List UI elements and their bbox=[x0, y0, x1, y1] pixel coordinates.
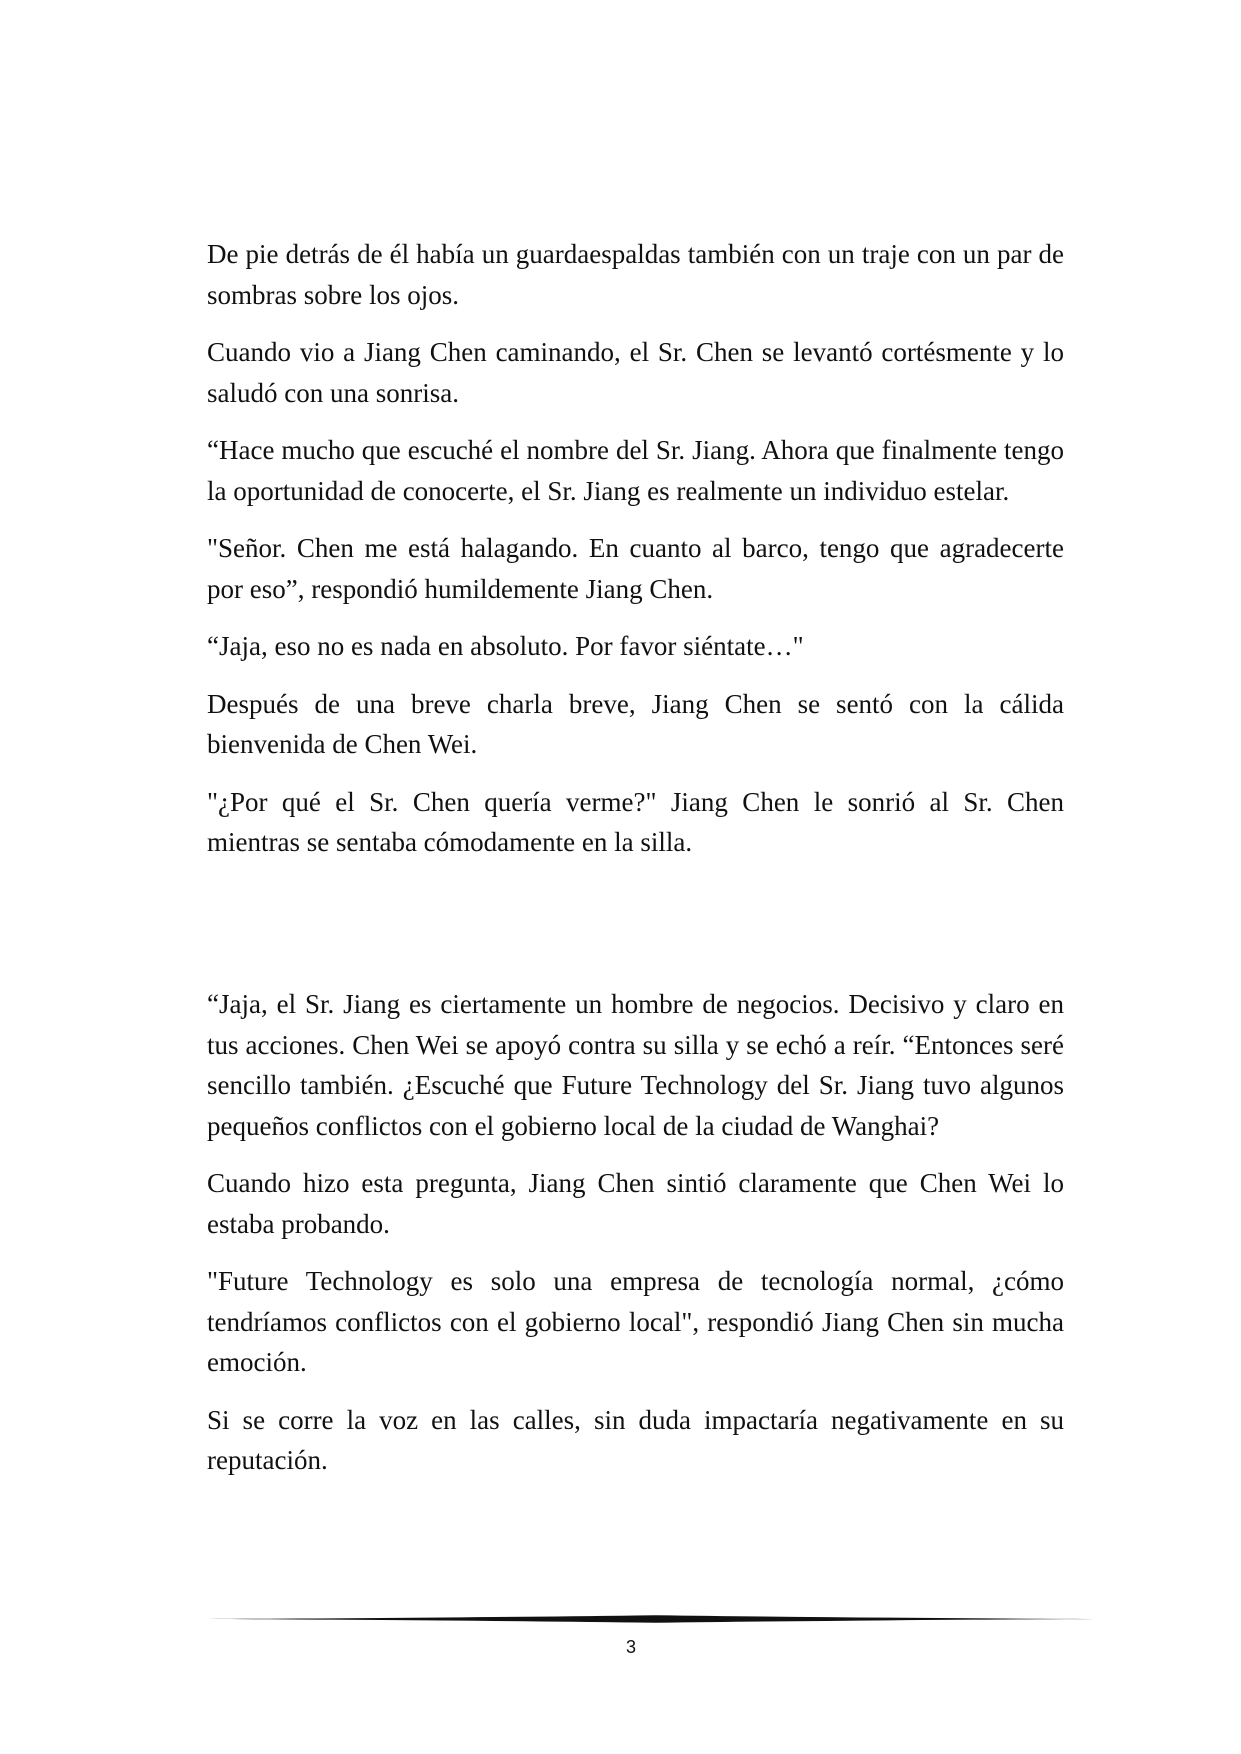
paragraph: “Jaja, el Sr. Jiang es ciertamente un hombre de negocios. Decisivo y claro en tus acciones. Chen Wei se apoyó contra su silla y se echó a reír. “Entonces seré sencillo también. ¿Escuché que Future Technology del Sr. Jiang tuvo algunos pequeños conflictos con el gobierno local de la ciudad de Wanghai? bbox=[207, 989, 1064, 1141]
paragraph: De pie detrás de él había un guardaespaldas también con un traje con un par de sombras sobre los ojos. bbox=[207, 239, 1064, 310]
paragraph: Cuando hizo esta pregunta, Jiang Chen sintió claramente que Chen Wei lo estaba probando. bbox=[207, 1168, 1064, 1239]
paragraph: "¿Por qué el Sr. Chen quería verme?" Jiang Chen le sonrió al Sr. Chen mientras se sentaba cómodamente en la silla. bbox=[207, 786, 1064, 857]
footer-divider bbox=[207, 1614, 1106, 1624]
text-block-bottom bbox=[207, 984, 1064, 1498]
paragraph: Cuando vio a Jiang Chen caminando, el Sr. Chen se levantó cortésmente y lo saludó con una sonrisa. bbox=[207, 337, 1064, 408]
paragraph: Después de una breve charla breve, Jiang Chen se sentó con la cálida bienvenida de Chen Wei. bbox=[207, 688, 1064, 759]
page-number: 3 bbox=[625, 1637, 636, 1657]
paragraph: Si se corre la voz en las calles, sin duda impactaría negativamente en su reputación. bbox=[207, 1404, 1064, 1475]
paragraph: "Señor. Chen me está halagando. En cuanto al barco, tengo que agradecerte por eso”, respondió humildemente Jiang Chen. bbox=[207, 533, 1064, 604]
paragraph: “Hace mucho que escuché el nombre del Sr. Jiang. Ahora que finalmente tengo la oportunidad de conocerte, el Sr. Jiang es realmente un individuo estelar. bbox=[207, 435, 1064, 506]
paragraph: “Jaja, eso no es nada en absoluto. Por favor siéntate…" bbox=[207, 631, 804, 661]
text-block-top bbox=[207, 234, 1064, 880]
paragraph: "Future Technology es solo una empresa de tecnología normal, ¿cómo tendríamos conflictos con el gobierno local", respondió Jiang Chen sin mucha emoción. bbox=[207, 1266, 1064, 1377]
